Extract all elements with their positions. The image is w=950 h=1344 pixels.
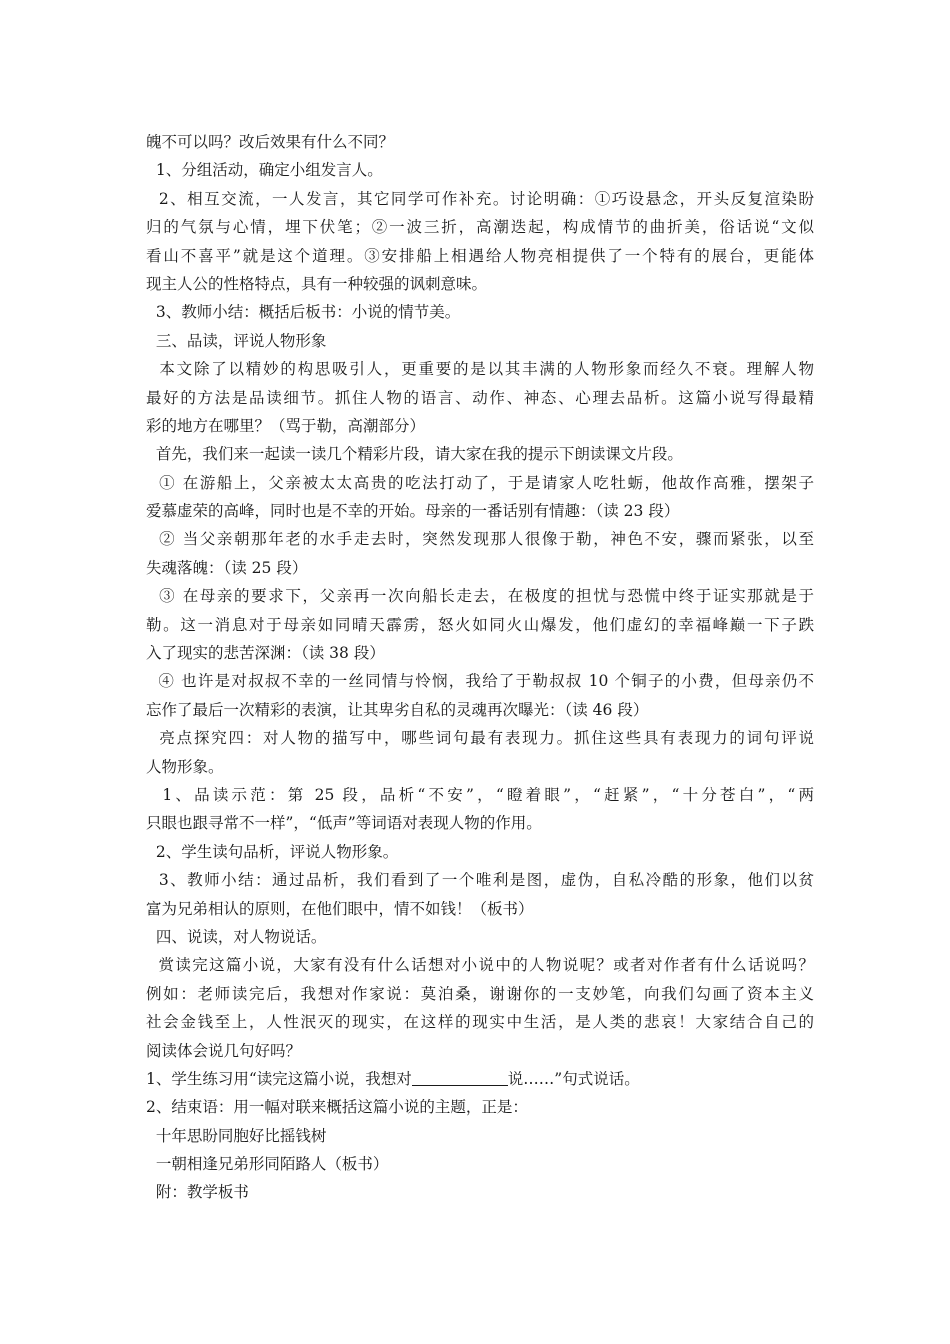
couplet-line: 一朝相逢兄弟形同陌路人（板书） [146, 1155, 389, 1174]
text-line: 赏读完这篇小说，大家有没有什么话想对小说中的人物说呢？或者对作者有什么话说吗？ [146, 956, 814, 975]
text-line: 本文除了以精妙的构思吸引人，更重要的是以其丰满的人物形象而经久不衰。理解人物 [146, 360, 814, 379]
text-line: 3、教师小结：通过品析，我们看到了一个唯利是图，虚伪，自私冷酷的形象，他们以贫 [146, 871, 814, 890]
text-line: 社会金钱至上，人性泯灭的现实，在这样的现实中生活，是人类的悲哀！大家结合自己的 [146, 1013, 814, 1032]
text-line: 只眼也跟寻常不一样”，“低声”等词语对表现人物的作用。 [146, 814, 542, 833]
text-line: 魄不可以吗？改后效果有什么不同？ [146, 133, 395, 151]
text-line: 彩的地方在哪里？（骂于勒，高潮部分） [146, 416, 426, 435]
text-line: 富为兄弟相认的原则，在他们眼中，情不如钱！（板书） [146, 899, 534, 918]
text-line: 2、相互交流，一人发言，其它同学可作补充。讨论明确：①巧设悬念，开头反复渲染盼 [146, 189, 814, 208]
text-line: 例如：老师读完后，我想对作家说：莫泊桑，谢谢你的一支妙笔，向我们勾画了资本主义 [146, 984, 814, 1003]
fill-in-blank [412, 1069, 508, 1086]
text-line: 1、分组活动，确定小组发言人。 [146, 161, 383, 180]
text-line: 2、结束语：用一幅对联来概括这篇小说的主题，正是： [146, 1098, 528, 1117]
section-heading: 三、品读，评说人物形象 [146, 331, 327, 350]
couplet-line: 十年思盼同胞好比摇钱树 [146, 1126, 327, 1145]
text-line: 归的气氛与心情，埋下伏笔；②一波三折，高潮迭起，构成情节的曲折美，俗话说“文似 [146, 218, 814, 237]
section-heading: 四、说读，对人物说话。 [146, 927, 327, 946]
text-line: 勒。这一消息对于母亲如同晴天霹雳，怒火如同火山爆发，他们虚幻的幸福峰巅一下子跌 [146, 615, 814, 634]
document-body [146, 128, 814, 1207]
text-line: 现主人公的性格特点，具有一种较强的讽刺意味。 [146, 274, 488, 293]
text-line: 入了现实的悲苦深渊：（读 38 段） [146, 644, 385, 663]
text-line: 3、教师小结：概括后板书：小说的情节美。 [146, 303, 461, 322]
text-line: 忘作了最后一次精彩的表演，让其卑劣自私的灵魂再次曝光：（读 46 段） [146, 700, 649, 719]
text-line: 1、品读示范：第 25 段，品析“不安”，“瞪着眼”，“赶紧”，“十分苍白”，“两 [146, 785, 815, 804]
text-line: 首先，我们来一起读一读几个精彩片段，请大家在我的提示下朗读课文片段。 [146, 445, 683, 464]
text-line: 最好的方法是品读细节。抓住人物的语言、动作、神态、心理去品析。这篇小说写得最精 [146, 388, 814, 407]
text-line: 亮点探究四：对人物的描写中，哪些词句最有表现力。抓住这些具有表现力的词句评说 [146, 729, 814, 748]
text-line: 人物形象。 [146, 757, 224, 776]
text-line: 阅读体会说几句好吗？ [146, 1041, 302, 1060]
fill-in-before: 1、学生练习用“读完这篇小说，我想对 [146, 1069, 412, 1088]
fill-in-line [146, 1065, 814, 1093]
text-line: 看山不喜平”就是这个道理。③安排船上相遇给人物亮相提供了一个特有的展台，更能体 [146, 246, 814, 265]
text-line: 爱慕虚荣的高峰，同时也是不幸的开始。母亲的一番话别有情趣：（读 23 段） [146, 502, 680, 521]
fill-in-after: 说……”句式说话。 [507, 1069, 640, 1088]
text-line: 附：教学板书 [146, 1183, 249, 1202]
text-line: ① 在游船上，父亲被太太高贵的吃法打动了，于是请家人吃牡蛎，他故作高雅，摆架子 [146, 473, 815, 492]
text-line: ③ 在母亲的要求下，父亲再一次向船长走去，在极度的担忧与恐慌中终于证实那就是于 [146, 587, 815, 606]
text-line: 2、学生读句品析，评说人物形象。 [146, 842, 399, 861]
text-line: 失魂落魄：（读 25 段） [146, 558, 308, 577]
text-line: ② 当父亲朝那年老的水手走去时，突然发现那人很像于勒，神色不安，骤而紧张，以至 [146, 530, 815, 549]
text-line: ④ 也许是对叔叔不幸的一丝同情与怜悯，我给了于勒叔叔 10 个铜子的小费，但母亲仍不 [146, 672, 814, 691]
